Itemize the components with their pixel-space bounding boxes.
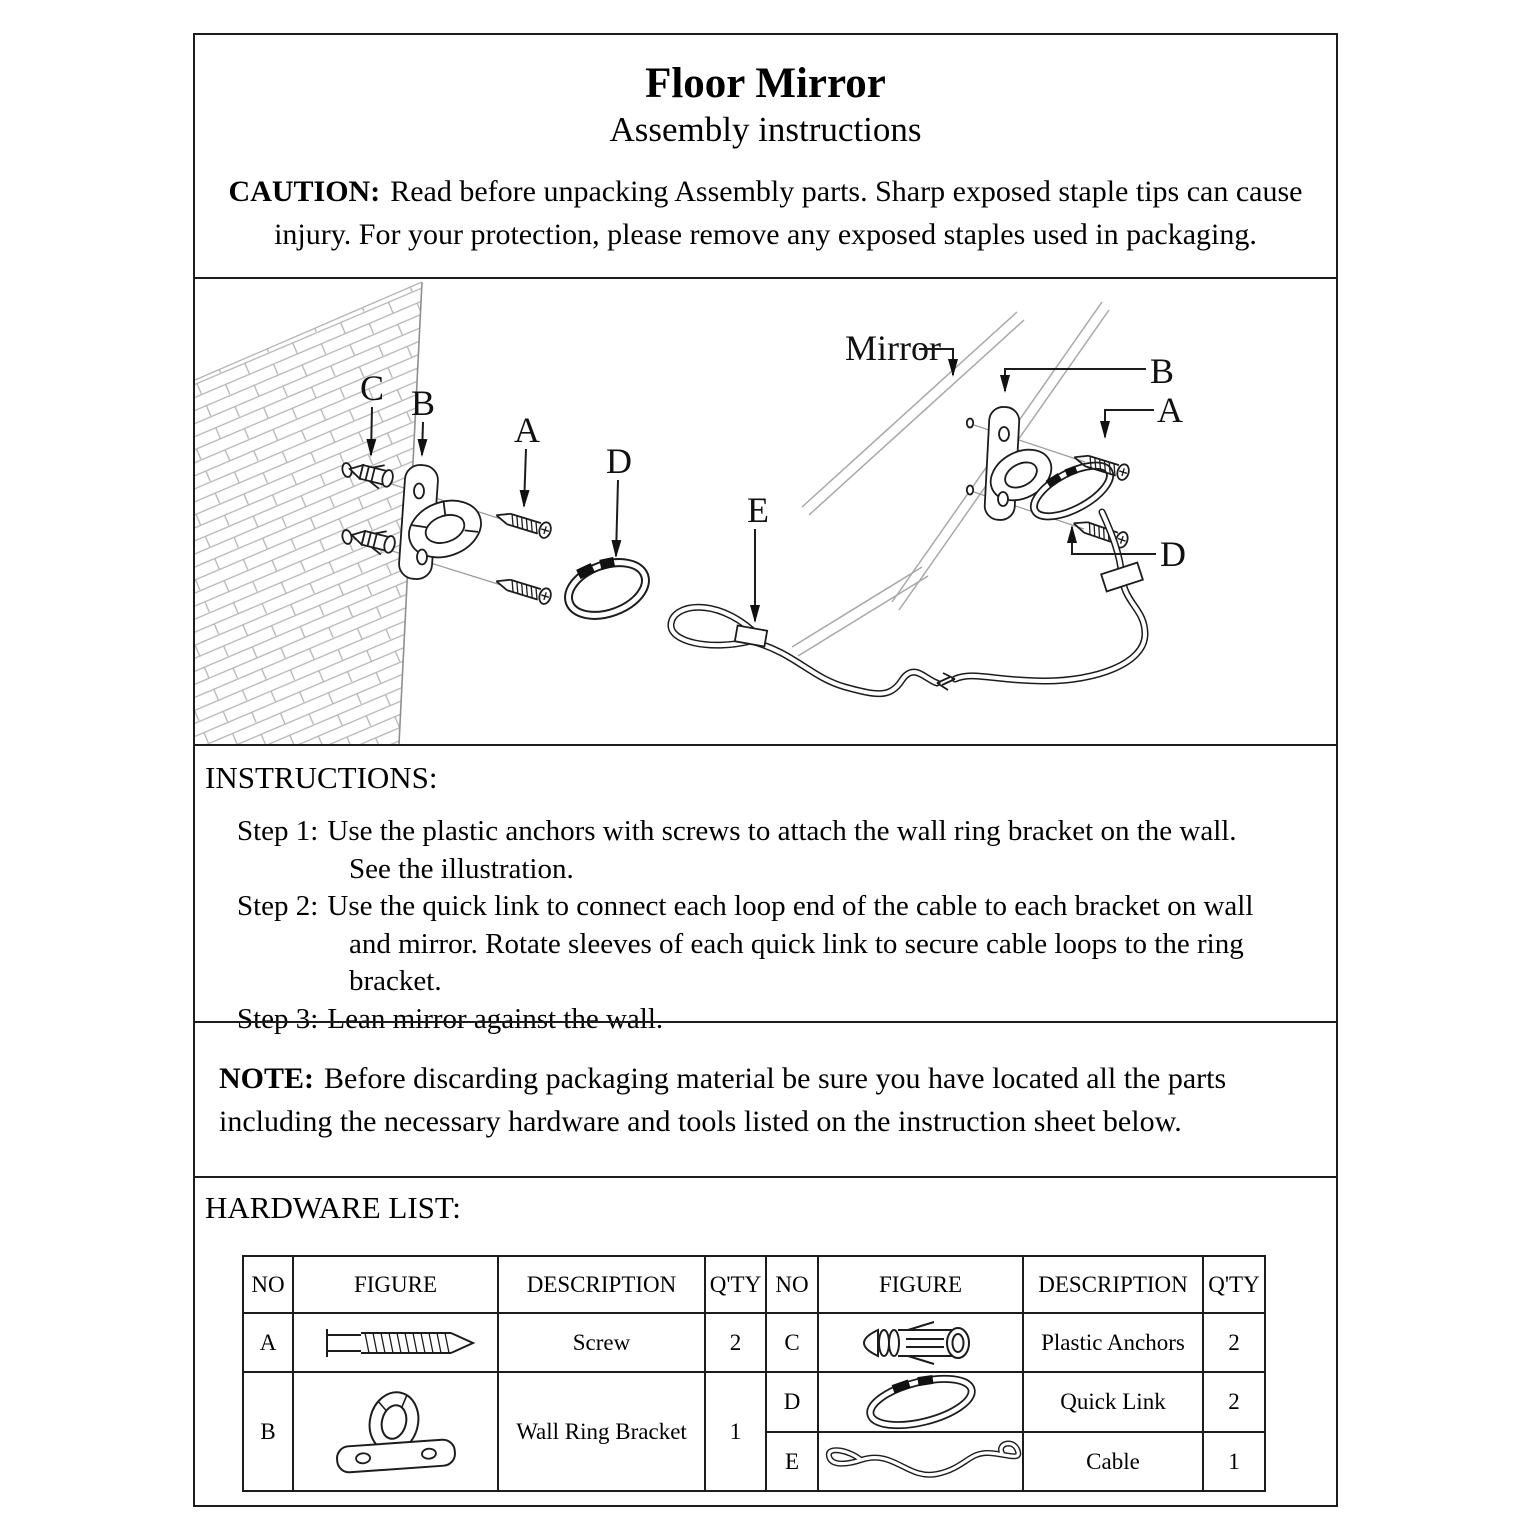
hw-header-no-right: NO [766,1256,818,1313]
step-1-continued: See the illustration. [349,852,574,885]
hw-a-qty: 2 [705,1313,766,1372]
step-2-label: Step 2: [237,890,319,922]
hardware-table-header-row [243,1256,1265,1313]
hw-c-qty: 2 [1203,1313,1265,1372]
instructions-heading: INSTRUCTIONS: [205,760,438,795]
hw-c-figure [818,1313,1023,1372]
label-b2: B [1149,351,1175,391]
hw-c-no: C [766,1313,818,1372]
assembly-diagram [195,279,1336,744]
hw-a-no: A [243,1313,293,1372]
hw-d-no: D [766,1372,818,1432]
hardware-heading: HARDWARE LIST: [205,1190,461,1225]
callout-e [747,490,769,621]
title-section [193,33,1338,279]
hw-b-description: Wall Ring Bracket [498,1372,705,1491]
hw-header-no-left: NO [243,1256,293,1313]
hw-e-figure [818,1432,1023,1491]
screw-left-1 [494,508,553,540]
hw-a-figure [293,1313,498,1372]
step-3-label: Step 3: [237,1002,319,1035]
note-line-2: including the necessary hardware and tools listed on the instruction sheet below. [219,1105,1182,1138]
callout-mirror [845,328,953,375]
callout-d [606,441,632,556]
label-a: A [514,410,540,450]
label-c: C [359,368,385,408]
hw-d-figure [818,1372,1023,1432]
note-section [193,1021,1338,1178]
mirror-cable [942,512,1145,685]
step-1: Step 1: Use the plastic anchors with screws to attach the wall ring bracket on the wall. [237,815,1237,847]
step-3: Step 3: Lean mirror against the wall. [237,1002,664,1035]
hardware-section [193,1176,1338,1507]
hw-header-figure-left: FIGURE [293,1256,498,1313]
hardware-table [242,1255,1266,1492]
mirror-bracket [982,406,1060,520]
note-line-1: NOTE: Before discarding packaging material be sure you have located all the parts [219,1062,1227,1095]
hardware-row-b-d [243,1372,1265,1432]
screw-figure [311,1322,481,1364]
hw-b-no: B [243,1372,293,1491]
hw-c-description: Plastic Anchors [1023,1313,1203,1372]
note-label: NOTE: [219,1062,315,1095]
wall-ring-bracket [398,464,489,580]
safety-cable [671,607,950,693]
hw-e-qty: 1 [1203,1432,1265,1491]
quick-link [561,552,653,625]
quick-link-figure [846,1373,996,1431]
step-2: Step 2: Use the quick link to connect each loop end of the cable to each bracket on wall [237,890,1254,922]
caution-paragraph [195,170,1336,256]
hw-d-description: Quick Link [1023,1372,1203,1432]
hw-header-description-left: DESCRIPTION [498,1256,705,1313]
hw-header-qty-left: Q'TY [705,1256,766,1313]
label-d: D [606,441,632,481]
wall-ring-bracket-figure [331,1382,461,1482]
instructions-section [193,744,1338,1035]
cable-figure [819,1436,1023,1488]
caution-line-1: CAUTION: Read before unpacking Assembly parts. Sharp exposed staple tips can cause [228,175,1303,208]
label-b: B [410,383,436,423]
callout-a2 [1105,390,1183,437]
hw-e-description: Cable [1023,1432,1203,1491]
caution-label: CAUTION: [228,175,381,208]
hw-a-description: Screw [498,1313,705,1372]
callout-b2 [1005,351,1174,391]
step-2-continued: and mirror. Rotate sleeves of each quick link to secure cable loops to the ring bracket. [349,927,1244,997]
label-e: E [747,490,769,530]
page-title: Floor Mirror [645,60,886,107]
step-1-label: Step 1: [237,815,319,847]
screw-right-2 [1071,516,1130,550]
hw-b-figure [293,1372,498,1491]
assembly-diagram-section [193,277,1338,746]
note-paragraph [219,1057,1308,1143]
label-mirror: Mirror [845,328,941,368]
hw-b-qty: 1 [705,1372,766,1491]
brick-wall [195,282,422,744]
caution-line-2: injury. For your protection, please remove any exposed staples used in packaging. [274,218,1257,251]
hw-header-description-right: DESCRIPTION [1023,1256,1203,1313]
screw-left-2 [494,574,553,606]
hw-header-figure-right: FIGURE [818,1256,1023,1313]
label-a2: A [1157,390,1183,430]
hardware-row-a-c [243,1313,1265,1372]
page-subtitle: Assembly instructions [609,110,922,149]
hw-d-qty: 2 [1203,1372,1265,1432]
label-d2: D [1160,534,1186,574]
hw-e-no: E [766,1432,818,1491]
callout-a [514,410,540,506]
hw-header-qty-right: Q'TY [1203,1256,1265,1313]
plastic-anchor-figure [846,1318,996,1368]
instruction-steps [195,813,1336,1038]
